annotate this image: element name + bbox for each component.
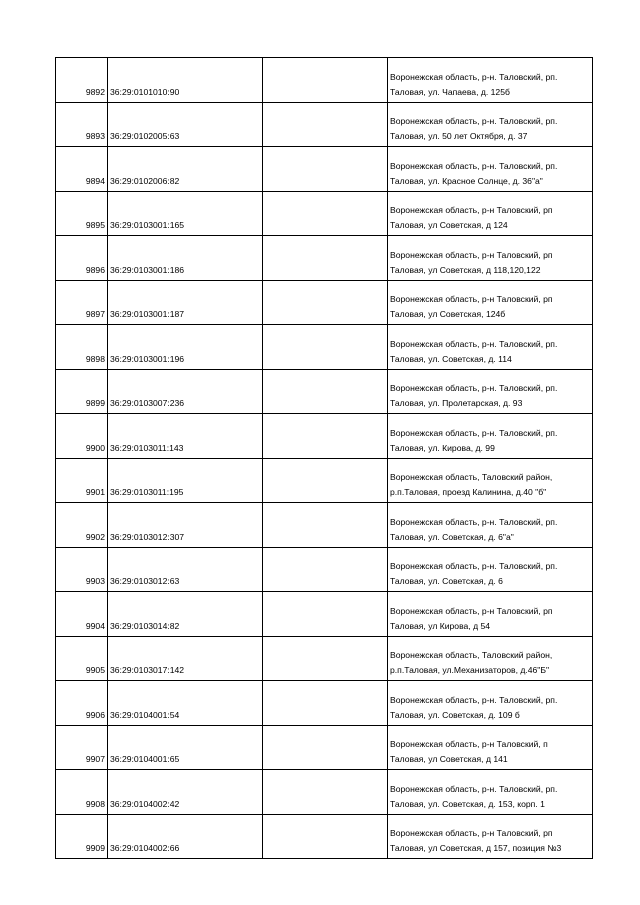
empty-cell — [263, 147, 388, 192]
address-cell — [388, 414, 593, 459]
address-cell — [388, 102, 593, 147]
address-cell — [388, 280, 593, 325]
table-row — [56, 280, 593, 325]
empty-cell — [263, 414, 388, 459]
address-line-2: Таловая, ул Советская, 124б — [390, 309, 506, 319]
address-line-2: Таловая, ул Советская, д 124 — [390, 220, 508, 230]
table-row — [56, 191, 593, 236]
empty-cell — [263, 681, 388, 726]
table-row — [56, 58, 593, 103]
address-cell — [388, 325, 593, 370]
address-line-1: Воронежская область, р-н. Таловский, рп. — [390, 783, 558, 794]
address-cell — [388, 147, 593, 192]
address-line-2: Таловая, ул Советская, д 157, позиция №3 — [390, 843, 562, 853]
row-number: 9908 — [56, 770, 108, 815]
address-line-2: р.п.Таловая, проезд Калинина, д.40 "б" — [390, 487, 547, 497]
address-line-2: Таловая, ул. 50 лет Октября, д. 37 — [390, 131, 528, 141]
table-row — [56, 325, 593, 370]
empty-cell — [263, 369, 388, 414]
empty-cell — [263, 503, 388, 548]
cadastral-number: 36:29:0103017:142 — [108, 636, 263, 681]
address-cell — [388, 503, 593, 548]
address-line-2: Таловая, ул. Советская, д. 109 б — [390, 709, 520, 720]
table-row — [56, 681, 593, 726]
empty-cell — [263, 458, 388, 503]
row-number: 9905 — [56, 636, 108, 681]
address-line-1: Воронежская область, Таловский район, — [390, 650, 553, 660]
address-line-1: Воронежская область, р-н. Таловский, рп. — [390, 516, 558, 527]
empty-cell — [263, 280, 388, 325]
empty-cell — [263, 102, 388, 147]
table-row — [56, 592, 593, 637]
empty-cell — [263, 814, 388, 859]
cadastral-number: 36:29:0103014:82 — [108, 592, 263, 637]
cadastral-number: 36:29:0103011:195 — [108, 458, 263, 503]
address-line-2: Таловая, ул Советская, д 141 — [390, 754, 508, 764]
empty-cell — [263, 636, 388, 681]
row-number: 9892 — [56, 58, 108, 103]
address-cell — [388, 547, 593, 592]
empty-cell — [263, 58, 388, 103]
address-line-2: Таловая, ул. Красное Солнце, д. 36"а" — [390, 175, 543, 186]
row-number: 9893 — [56, 102, 108, 147]
cadastral-number: 36:29:0103001:165 — [108, 191, 263, 236]
address-line-1: Воронежская область, р-н Таловский, рп — [390, 294, 553, 304]
address-line-2: Таловая, ул. Кирова, д. 99 — [390, 442, 495, 453]
empty-cell — [263, 236, 388, 281]
row-number: 9904 — [56, 592, 108, 637]
cadastral-number: 36:29:0102006:82 — [108, 147, 263, 192]
row-number: 9897 — [56, 280, 108, 325]
address-line-1: Воронежская область, р-н. Таловский, рп. — [390, 383, 558, 393]
table-row — [56, 503, 593, 548]
empty-cell — [263, 592, 388, 637]
address-cell — [388, 458, 593, 503]
address-line-1: Воронежская область, р-н. Таловский, рп. — [390, 160, 558, 171]
empty-cell — [263, 325, 388, 370]
empty-cell — [263, 770, 388, 815]
address-cell — [388, 191, 593, 236]
table-row — [56, 458, 593, 503]
register-table-body — [56, 58, 593, 859]
address-line-1: Воронежская область, р-н. Таловский, рп. — [390, 694, 558, 705]
cadastral-number: 36:29:0103001:186 — [108, 236, 263, 281]
address-line-1: Воронежская область, р-н Таловский, рп — [390, 249, 553, 260]
address-cell — [388, 770, 593, 815]
address-line-1: Воронежская область, р-н. Таловский, рп. — [390, 427, 558, 438]
address-cell — [388, 369, 593, 414]
row-number: 9903 — [56, 547, 108, 592]
address-cell — [388, 814, 593, 859]
table-row — [56, 236, 593, 281]
row-number: 9894 — [56, 147, 108, 192]
cadastral-number: 36:29:0103011:143 — [108, 414, 263, 459]
row-number: 9901 — [56, 458, 108, 503]
row-number: 9909 — [56, 814, 108, 859]
address-line-2: Таловая, ул. Советская, д. 114 — [390, 353, 512, 364]
address-line-1: Воронежская область, р-н Таловский, п — [390, 739, 548, 749]
cadastral-number: 36:29:0103001:187 — [108, 280, 263, 325]
cadastral-number: 36:29:0101010:90 — [108, 58, 263, 103]
address-cell — [388, 592, 593, 637]
address-line-1: Воронежская область, р-н Таловский, рп — [390, 828, 553, 838]
row-number: 9895 — [56, 191, 108, 236]
address-line-2: Таловая, ул. Пролетарская, д. 93 — [390, 398, 523, 408]
address-line-1: Воронежская область, р-н. Таловский, рп. — [390, 116, 558, 126]
row-number: 9902 — [56, 503, 108, 548]
row-number: 9900 — [56, 414, 108, 459]
cadastral-number: 36:29:0104001:54 — [108, 681, 263, 726]
address-line-2: Таловая, ул Кирова, д 54 — [390, 620, 491, 631]
table-row — [56, 770, 593, 815]
address-line-2: Таловая, ул. Советская, д. 153, корп. 1 — [390, 798, 545, 809]
row-number: 9899 — [56, 369, 108, 414]
cadastral-number: 36:29:0104001:65 — [108, 725, 263, 770]
table-row — [56, 814, 593, 859]
row-number: 9906 — [56, 681, 108, 726]
address-cell — [388, 725, 593, 770]
table-row — [56, 636, 593, 681]
address-line-1: Воронежская область, р-н. Таловский, рп. — [390, 71, 558, 82]
row-number: 9907 — [56, 725, 108, 770]
cadastral-number: 36:29:0104002:42 — [108, 770, 263, 815]
address-line-1: Воронежская область, р-н. Таловский, рп. — [390, 338, 558, 349]
table-row — [56, 369, 593, 414]
address-line-1: Воронежская область, р-н Таловский, рп — [390, 605, 553, 616]
address-cell — [388, 681, 593, 726]
cadastral-number: 36:29:0103012:307 — [108, 503, 263, 548]
table-row — [56, 102, 593, 147]
empty-cell — [263, 547, 388, 592]
address-line-2: р.п.Таловая, ул.Механизаторов, д.46"Б" — [390, 665, 550, 675]
address-line-1: Воронежская область, Таловский район, — [390, 472, 553, 482]
address-line-1: Воронежская область, р-н Таловский, рп — [390, 205, 553, 215]
address-cell — [388, 636, 593, 681]
address-line-1: Воронежская область, р-н. Таловский, рп. — [390, 561, 558, 571]
address-cell — [388, 58, 593, 103]
address-cell — [388, 236, 593, 281]
row-number: 9896 — [56, 236, 108, 281]
cadastral-number: 36:29:0103007:236 — [108, 369, 263, 414]
table-row — [56, 547, 593, 592]
address-line-2: Таловая, ул. Чапаева, д. 125б — [390, 86, 510, 97]
empty-cell — [263, 725, 388, 770]
row-number: 9898 — [56, 325, 108, 370]
table-row — [56, 147, 593, 192]
cadastral-number: 36:29:0103012:63 — [108, 547, 263, 592]
table-row — [56, 414, 593, 459]
cadastral-number: 36:29:0102005:63 — [108, 102, 263, 147]
cadastral-number: 36:29:0104002:66 — [108, 814, 263, 859]
empty-cell — [263, 191, 388, 236]
address-line-2: Таловая, ул. Советская, д. 6 — [390, 576, 503, 586]
cadastral-number: 36:29:0103001:196 — [108, 325, 263, 370]
register-table — [55, 57, 593, 859]
table-row — [56, 725, 593, 770]
address-line-2: Таловая, ул Советская, д 118,120,122 — [390, 264, 541, 275]
address-line-2: Таловая, ул. Советская, д. 6"а" — [390, 531, 514, 542]
